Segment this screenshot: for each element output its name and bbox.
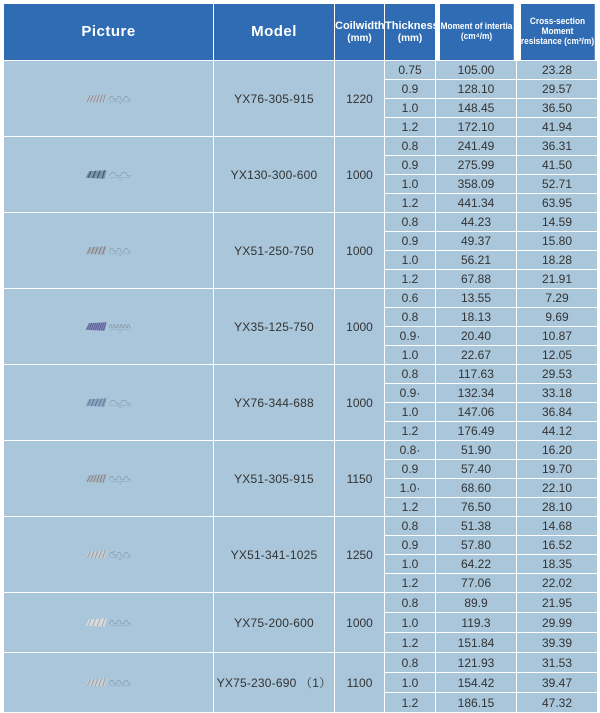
cell-thickness: 1.2 bbox=[385, 118, 436, 137]
cell-moment: 275.99 bbox=[436, 156, 517, 175]
cell-moment: 147.06 bbox=[436, 403, 517, 422]
cell-resistance: 29.99 bbox=[517, 613, 598, 633]
cell-moment: 119.3 bbox=[436, 613, 517, 633]
cell-resistance: 39.39 bbox=[517, 633, 598, 653]
cell-resistance: 22.02 bbox=[517, 574, 598, 593]
header-resistance-unit: resistance (cm³/m) bbox=[520, 35, 594, 46]
product-coilwidth: 1150 bbox=[335, 441, 385, 517]
metal-sheet-photo bbox=[86, 398, 107, 407]
cell-resistance: 18.28 bbox=[517, 251, 598, 270]
cell-thickness: 1.2 bbox=[385, 574, 436, 593]
cell-thickness: 1.2 bbox=[385, 498, 436, 517]
product-model: YX76-305-915 bbox=[214, 61, 335, 137]
product-picture bbox=[4, 213, 214, 289]
product-model: YX76-344-688 bbox=[214, 365, 335, 441]
cell-moment: 154.42 bbox=[436, 673, 517, 693]
cell-thickness: 1.2 bbox=[385, 693, 436, 713]
cell-moment: 128.10 bbox=[436, 80, 517, 99]
cell-moment: 117.63 bbox=[436, 365, 517, 384]
cell-resistance: 21.95 bbox=[517, 593, 598, 613]
cell-resistance: 14.68 bbox=[517, 517, 598, 536]
dimension-label: 915 bbox=[119, 483, 122, 485]
cell-thickness: 1.2 bbox=[385, 633, 436, 653]
deck-profile-image bbox=[4, 318, 213, 335]
metal-sheet-photo bbox=[86, 678, 107, 687]
cell-thickness: 0.8· bbox=[385, 441, 436, 460]
product-picture bbox=[4, 137, 214, 213]
cell-moment: 51.90 bbox=[436, 441, 517, 460]
cell-moment: 76.50 bbox=[436, 498, 517, 517]
cross-section-profile bbox=[109, 477, 131, 480]
product-row bbox=[4, 653, 598, 673]
cross-section-profile bbox=[109, 401, 131, 404]
product-row bbox=[4, 289, 598, 308]
cell-thickness: 1.2 bbox=[385, 422, 436, 441]
cell-resistance: 22.10 bbox=[517, 479, 598, 498]
product-coilwidth: 1000 bbox=[335, 593, 385, 653]
cell-resistance: 33.18 bbox=[517, 384, 598, 403]
cell-moment: 20.40 bbox=[436, 327, 517, 346]
deck-profile-image bbox=[4, 614, 213, 631]
cell-thickness: 1.0 bbox=[385, 251, 436, 270]
cell-thickness: 0.8 bbox=[385, 653, 436, 673]
deck-profile-image bbox=[4, 470, 213, 487]
cell-resistance: 14.59 bbox=[517, 213, 598, 232]
cell-thickness: 1.0 bbox=[385, 555, 436, 574]
product-model: YX51-341-1025 bbox=[214, 517, 335, 593]
cell-thickness: 1.0· bbox=[385, 479, 436, 498]
header-resistance-label: Cross-section Moment bbox=[529, 16, 585, 37]
cell-moment: 64.22 bbox=[436, 555, 517, 574]
cell-moment: 13.55 bbox=[436, 289, 517, 308]
product-picture bbox=[4, 441, 214, 517]
product-coilwidth: 1000 bbox=[335, 137, 385, 213]
cell-resistance: 10.87 bbox=[517, 327, 598, 346]
header-picture: Picture bbox=[4, 4, 214, 61]
cell-resistance: 44.12 bbox=[517, 422, 598, 441]
cell-thickness: 1.0 bbox=[385, 346, 436, 365]
header-coilwidth bbox=[335, 4, 385, 61]
cell-moment: 22.67 bbox=[436, 346, 517, 365]
deck-profile-image bbox=[4, 394, 213, 411]
product-row bbox=[4, 441, 598, 460]
cell-resistance: 36.50 bbox=[517, 99, 598, 118]
header-row bbox=[4, 4, 598, 61]
header-thickness-label: Thickness bbox=[385, 20, 439, 33]
cell-resistance: 15.80 bbox=[517, 232, 598, 251]
cell-moment: 67.88 bbox=[436, 270, 517, 289]
cell-moment: 49.37 bbox=[436, 232, 517, 251]
product-spec-table bbox=[3, 3, 598, 713]
cell-thickness: 1.2 bbox=[385, 194, 436, 213]
cell-moment: 176.49 bbox=[436, 422, 517, 441]
product-picture bbox=[4, 653, 214, 713]
dimension-label: 688 bbox=[119, 407, 122, 409]
metal-sheet-photo bbox=[86, 322, 107, 331]
cross-section-profile bbox=[109, 681, 131, 684]
product-model: YX51-305-915 bbox=[214, 441, 335, 517]
header-thickness-unit: (mm) bbox=[397, 32, 423, 44]
cell-moment: 89.9 bbox=[436, 593, 517, 613]
cell-resistance: 19.70 bbox=[517, 460, 598, 479]
cell-resistance: 41.94 bbox=[517, 118, 598, 137]
cell-thickness: 0.9 bbox=[385, 232, 436, 251]
cross-section-profile bbox=[109, 621, 131, 624]
product-coilwidth: 1000 bbox=[335, 365, 385, 441]
cell-resistance: 52.71 bbox=[517, 175, 598, 194]
product-picture bbox=[4, 593, 214, 653]
product-model: YX35-125-750 bbox=[214, 289, 335, 365]
cross-section-profile bbox=[109, 173, 131, 176]
cross-section-profile bbox=[109, 553, 131, 556]
dimension-label: 1025 bbox=[118, 559, 122, 561]
cell-resistance: 7.29 bbox=[517, 289, 598, 308]
cell-resistance: 12.05 bbox=[517, 346, 598, 365]
cell-resistance: 41.50 bbox=[517, 156, 598, 175]
cell-moment: 51.38 bbox=[436, 517, 517, 536]
cell-moment: 57.40 bbox=[436, 460, 517, 479]
cell-thickness: 0.8 bbox=[385, 137, 436, 156]
product-picture bbox=[4, 365, 214, 441]
deck-profile-image bbox=[4, 242, 213, 259]
cell-thickness: 0.9 bbox=[385, 460, 436, 479]
cell-thickness: 0.9· bbox=[385, 327, 436, 346]
header-resistance bbox=[520, 4, 595, 61]
cell-moment: 358.09 bbox=[436, 175, 517, 194]
product-model: YX75-200-600 bbox=[214, 593, 335, 653]
cell-thickness: 0.8 bbox=[385, 517, 436, 536]
metal-sheet-photo bbox=[86, 246, 107, 255]
cell-resistance: 9.69 bbox=[517, 308, 598, 327]
metal-sheet-photo bbox=[86, 618, 107, 627]
dimension-label: 342 bbox=[112, 551, 115, 553]
cell-resistance: 16.20 bbox=[517, 441, 598, 460]
product-model: YX130-300-600 bbox=[214, 137, 335, 213]
cell-resistance: 18.35 bbox=[517, 555, 598, 574]
cell-thickness: 1.0 bbox=[385, 403, 436, 422]
header-moment-label: Moment of intertia bbox=[440, 21, 512, 32]
cell-moment: 172.10 bbox=[436, 118, 517, 137]
cross-section-profile bbox=[109, 325, 131, 328]
metal-sheet-photo bbox=[86, 94, 107, 103]
header-coilwidth-unit: (mm) bbox=[347, 32, 372, 44]
cell-resistance: 36.84 bbox=[517, 403, 598, 422]
product-row bbox=[4, 517, 598, 536]
deck-profile-image bbox=[4, 166, 213, 183]
product-coilwidth: 1100 bbox=[335, 653, 385, 713]
product-row bbox=[4, 137, 598, 156]
cell-moment: 148.45 bbox=[436, 99, 517, 118]
cell-thickness: 0.9 bbox=[385, 536, 436, 555]
cell-resistance: 29.57 bbox=[517, 80, 598, 99]
product-picture bbox=[4, 61, 214, 137]
spec-sheet bbox=[0, 3, 600, 713]
cell-resistance: 28.10 bbox=[517, 498, 598, 517]
cell-resistance: 31.53 bbox=[517, 653, 598, 673]
cell-moment: 186.15 bbox=[436, 693, 517, 713]
cell-resistance: 21.91 bbox=[517, 270, 598, 289]
cross-section-profile bbox=[109, 97, 131, 100]
cell-thickness: 0.75 bbox=[385, 61, 436, 80]
product-model: YX75-230-690 （1） bbox=[214, 653, 335, 713]
product-row bbox=[4, 365, 598, 384]
cell-moment: 77.06 bbox=[436, 574, 517, 593]
cell-moment: 241.49 bbox=[436, 137, 517, 156]
product-model: YX51-250-750 bbox=[214, 213, 335, 289]
cell-resistance: 23.28 bbox=[517, 61, 598, 80]
product-coilwidth: 1250 bbox=[335, 517, 385, 593]
cell-thickness: 0.9 bbox=[385, 156, 436, 175]
dimension-label: 750 bbox=[119, 331, 122, 333]
dimension-label: 915 bbox=[119, 103, 122, 105]
header-thickness bbox=[385, 4, 439, 61]
product-coilwidth: 1000 bbox=[335, 213, 385, 289]
cell-moment: 56.21 bbox=[436, 251, 517, 270]
header-coilwidth-label: Coilwidth bbox=[335, 20, 385, 33]
cell-moment: 18.13 bbox=[436, 308, 517, 327]
cell-moment: 121.93 bbox=[436, 653, 517, 673]
cell-thickness: 1.0 bbox=[385, 175, 436, 194]
product-picture bbox=[4, 517, 214, 593]
spec-body bbox=[4, 61, 598, 713]
cell-moment: 57.80 bbox=[436, 536, 517, 555]
cell-moment: 441.34 bbox=[436, 194, 517, 213]
deck-profile-image bbox=[4, 546, 213, 563]
product-coilwidth: 1220 bbox=[335, 61, 385, 137]
cell-thickness: 0.9 bbox=[385, 80, 436, 99]
cell-thickness: 0.8 bbox=[385, 365, 436, 384]
header-moment bbox=[439, 4, 514, 61]
dimension-label: 750 bbox=[119, 255, 122, 257]
cell-moment: 68.60 bbox=[436, 479, 517, 498]
product-coilwidth: 1000 bbox=[335, 289, 385, 365]
cell-thickness: 0.8 bbox=[385, 308, 436, 327]
cell-resistance: 63.95 bbox=[517, 194, 598, 213]
cell-resistance: 29.53 bbox=[517, 365, 598, 384]
cell-moment: 105.00 bbox=[436, 61, 517, 80]
dimension-label: 600 bbox=[119, 179, 122, 181]
cell-thickness: 1.0 bbox=[385, 99, 436, 118]
product-row bbox=[4, 593, 598, 613]
cell-thickness: 0.6 bbox=[385, 289, 436, 308]
cell-thickness: 1.0 bbox=[385, 613, 436, 633]
cell-thickness: 0.8 bbox=[385, 593, 436, 613]
cell-resistance: 36.31 bbox=[517, 137, 598, 156]
cell-moment: 44.23 bbox=[436, 213, 517, 232]
metal-sheet-photo bbox=[86, 550, 107, 559]
cell-resistance: 39.47 bbox=[517, 673, 598, 693]
metal-sheet-photo bbox=[86, 474, 107, 483]
cell-resistance: 47.32 bbox=[517, 693, 598, 713]
deck-profile-image bbox=[4, 674, 213, 691]
header-moment-unit: (cm⁴/m) bbox=[460, 31, 492, 41]
cell-resistance: 16.52 bbox=[517, 536, 598, 555]
cell-thickness: 1.2 bbox=[385, 270, 436, 289]
cell-thickness: 0.9· bbox=[385, 384, 436, 403]
cell-thickness: 1.0 bbox=[385, 673, 436, 693]
cell-moment: 151.84 bbox=[436, 633, 517, 653]
product-picture bbox=[4, 289, 214, 365]
cell-thickness: 0.8 bbox=[385, 213, 436, 232]
header-model: Model bbox=[214, 4, 335, 61]
deck-profile-image bbox=[4, 90, 213, 107]
product-row bbox=[4, 61, 598, 80]
metal-sheet-photo bbox=[86, 170, 107, 179]
cross-section-profile bbox=[109, 249, 131, 252]
cell-moment: 132.34 bbox=[436, 384, 517, 403]
product-row bbox=[4, 213, 598, 232]
